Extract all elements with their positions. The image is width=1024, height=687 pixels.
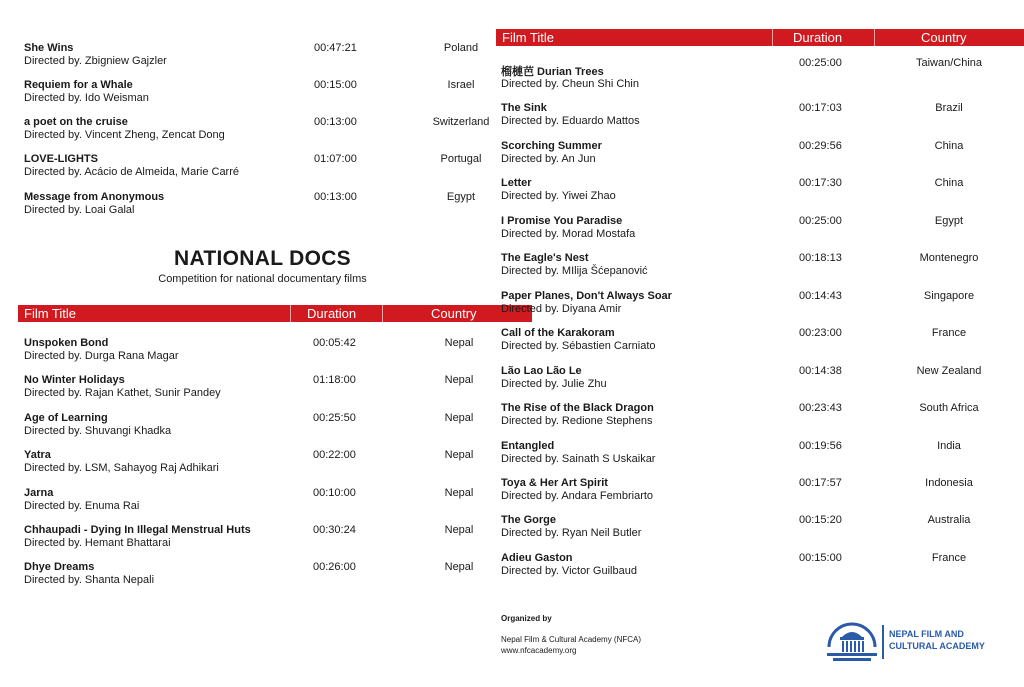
film-country: South Africa <box>919 402 979 414</box>
film-director: Directed by. Rajan Kathet, Sunir Pandey <box>24 387 221 399</box>
film-duration: 00:15:00 <box>314 79 357 91</box>
film-duration: 00:29:56 <box>799 140 842 152</box>
film-title: No Winter Holidays <box>24 374 125 386</box>
film-duration: 00:25:00 <box>799 215 842 227</box>
film-country: China <box>934 177 964 189</box>
film-director: Directed by. Enuma Rai <box>24 500 140 512</box>
film-duration: 00:17:03 <box>799 102 842 114</box>
film-director: Directed by. Victor Guilbaud <box>501 565 637 577</box>
film-title: The Gorge <box>501 514 557 526</box>
film-title: The Rise of the Black Dragon <box>501 402 654 414</box>
film-director: Directed by. Yiwei Zhao <box>501 190 616 202</box>
film-director: Directed by. Sainath S Uskaikar <box>501 453 656 465</box>
logo-wordmark <box>889 628 985 652</box>
film-director: Directed by. Morad Mostafa <box>501 228 636 240</box>
film-duration: 00:17:57 <box>799 477 842 489</box>
list-item <box>0 514 1024 544</box>
film-duration: 00:26:00 <box>313 561 356 573</box>
film-director: Directed by. Eduardo Mattos <box>501 115 640 127</box>
film-duration: 00:13:00 <box>314 191 357 203</box>
film-title: The Eagle's Nest <box>501 252 589 264</box>
film-title: Unspoken Bond <box>24 337 109 349</box>
film-duration: 00:14:38 <box>799 365 842 377</box>
film-director: Directed by. LSM, Sahayog Raj Adhikari <box>24 462 219 474</box>
header-duration: Duration <box>307 306 357 321</box>
film-country: France <box>931 327 967 339</box>
list-item <box>0 102 1024 132</box>
film-director: Directed by. Shanta Nepali <box>24 574 155 586</box>
header-film-title: Film Title <box>24 306 76 321</box>
film-title: She Wins <box>24 42 74 54</box>
film-country: Egypt <box>934 215 964 227</box>
list-item <box>0 552 1024 582</box>
film-title: Yatra <box>24 449 51 461</box>
film-duration: 00:23:43 <box>799 402 842 414</box>
film-title: Call of the Karakoram <box>501 327 615 339</box>
film-director: Directed by. Hemant Bhattarai <box>24 537 171 549</box>
logo-text-line1: NEPAL FILM AND <box>889 629 964 639</box>
film-title: Toya & Her Art Spirit <box>501 477 608 489</box>
film-country: Poland <box>443 42 479 54</box>
film-director: Directed by. Loai Galal <box>24 204 135 216</box>
logo-divider <box>882 625 884 659</box>
film-country: India <box>937 440 961 452</box>
film-director: Directed by. Julie Zhu <box>501 378 607 390</box>
film-director: Directed by. MIlija Šćepanović <box>501 265 648 277</box>
film-duration: 00:15:00 <box>799 552 842 564</box>
film-duration: 00:15:20 <box>799 514 842 526</box>
film-director: Directed by. Ryan Neil Butler <box>501 527 642 539</box>
film-duration: 00:10:00 <box>313 487 356 499</box>
header-country: Country <box>921 30 967 45</box>
film-title: Dhye Dreams <box>24 561 95 573</box>
film-country: Australia <box>927 514 971 526</box>
list-item <box>0 177 1024 207</box>
film-country: New Zealand <box>916 365 982 377</box>
film-title: Letter <box>501 177 532 189</box>
film-title: 榴槤芭 Durian Trees <box>501 66 604 78</box>
film-director: Directed by. Ido Weisman <box>24 92 149 104</box>
film-director: Directed by. Sébastien Carniato <box>501 340 656 352</box>
section-title: NATIONAL DOCS <box>174 247 351 270</box>
film-country: Singapore <box>923 290 975 302</box>
film-title: I Promise You Paradise <box>501 215 623 227</box>
organizer-url: www.nfcacademy.org <box>501 646 577 655</box>
film-country: China <box>934 140 964 152</box>
film-director: Directed by. Vincent Zheng, Zencat Dong <box>24 129 225 141</box>
film-country: Egypt <box>446 191 476 203</box>
film-country: Indonesia <box>925 477 973 489</box>
film-country: Montenegro <box>919 252 979 264</box>
film-duration: 00:47:21 <box>314 42 357 54</box>
film-director: Directed by. Diyana Amir <box>501 303 622 315</box>
list-item <box>0 215 1024 245</box>
film-country: Nepal <box>444 487 474 499</box>
film-country: Nepal <box>444 337 474 349</box>
list-item <box>0 327 1024 357</box>
logo-text-line2: CULTURAL ACADEMY <box>889 641 985 651</box>
list-item <box>0 402 1024 432</box>
film-duration: 00:22:00 <box>313 449 356 461</box>
list-item <box>0 440 1024 470</box>
film-director: Directed by. Acácio de Almeida, Marie Carré <box>24 166 239 178</box>
film-duration: 00:17:30 <box>799 177 842 189</box>
film-director: Directed by. Andara Fembriarto <box>501 490 654 502</box>
film-country: Israel <box>447 79 475 91</box>
film-duration: 00:30:24 <box>313 524 356 536</box>
academy-building-icon <box>825 617 879 663</box>
film-country: Portugal <box>440 153 482 165</box>
film-director: Directed by. Durga Rana Magar <box>24 350 179 362</box>
film-country: Nepal <box>444 561 474 573</box>
list-item <box>0 365 1024 395</box>
film-director: Directed by. Cheun Shi Chin <box>501 78 639 90</box>
film-duration: 00:25:00 <box>799 57 842 69</box>
film-duration: 00:23:00 <box>799 327 842 339</box>
film-title: Age of Learning <box>24 412 108 424</box>
list-item <box>0 290 1024 320</box>
header-film-title: Film Title <box>502 30 554 45</box>
film-director: Directed by. Zbigniew Gajzler <box>24 55 167 67</box>
film-title: LOVE-LIGHTS <box>24 153 98 165</box>
film-title: Chhaupadi - Dying In Illegal Menstrual Huts <box>24 524 251 536</box>
film-duration: 01:07:00 <box>314 153 357 165</box>
film-country: Brazil <box>935 102 963 114</box>
film-country: Nepal <box>444 412 474 424</box>
organized-by-label: Organized by <box>501 614 552 623</box>
film-title: Adieu Gaston <box>501 552 573 564</box>
film-title: Entangled <box>501 440 555 452</box>
film-title: The Sink <box>501 102 547 114</box>
film-duration: 00:05:42 <box>313 337 356 349</box>
film-duration: 00:13:00 <box>314 116 357 128</box>
film-title: a poet on the cruise <box>24 116 128 128</box>
film-country: France <box>931 552 967 564</box>
list-item <box>0 252 1024 282</box>
header-duration: Duration <box>793 30 843 45</box>
film-title: Jarna <box>24 487 54 499</box>
film-country: Nepal <box>444 449 474 461</box>
film-country: Taiwan/China <box>915 57 983 69</box>
header-country: Country <box>431 306 477 321</box>
film-duration: 00:18:13 <box>799 252 842 264</box>
list-item <box>0 57 1024 90</box>
organizer-name: Nepal Film & Cultural Academy (NFCA) <box>501 635 642 644</box>
film-duration: 00:19:56 <box>799 440 842 452</box>
film-title: Lão Lao Lão Le <box>501 365 582 377</box>
film-title: Scorching Summer <box>501 140 602 152</box>
film-director: Directed by. Shuvangi Khadka <box>24 425 172 437</box>
film-title: Paper Planes, Don't Always Soar <box>501 290 672 302</box>
list-item <box>0 140 1024 170</box>
section-subtitle: Competition for national documentary films <box>158 273 367 285</box>
film-director: Directed by. Redione Stephens <box>501 415 653 427</box>
film-duration: 01:18:00 <box>313 374 356 386</box>
film-title: Requiem for a Whale <box>24 79 133 91</box>
film-country: Switzerland <box>432 116 490 128</box>
film-duration: 00:14:43 <box>799 290 842 302</box>
film-country: Nepal <box>444 524 474 536</box>
film-director: Directed by. An Jun <box>501 153 596 165</box>
list-item <box>0 477 1024 507</box>
film-country: Nepal <box>444 374 474 386</box>
film-duration: 00:25:50 <box>313 412 356 424</box>
film-title: Message from Anonymous <box>24 191 165 203</box>
